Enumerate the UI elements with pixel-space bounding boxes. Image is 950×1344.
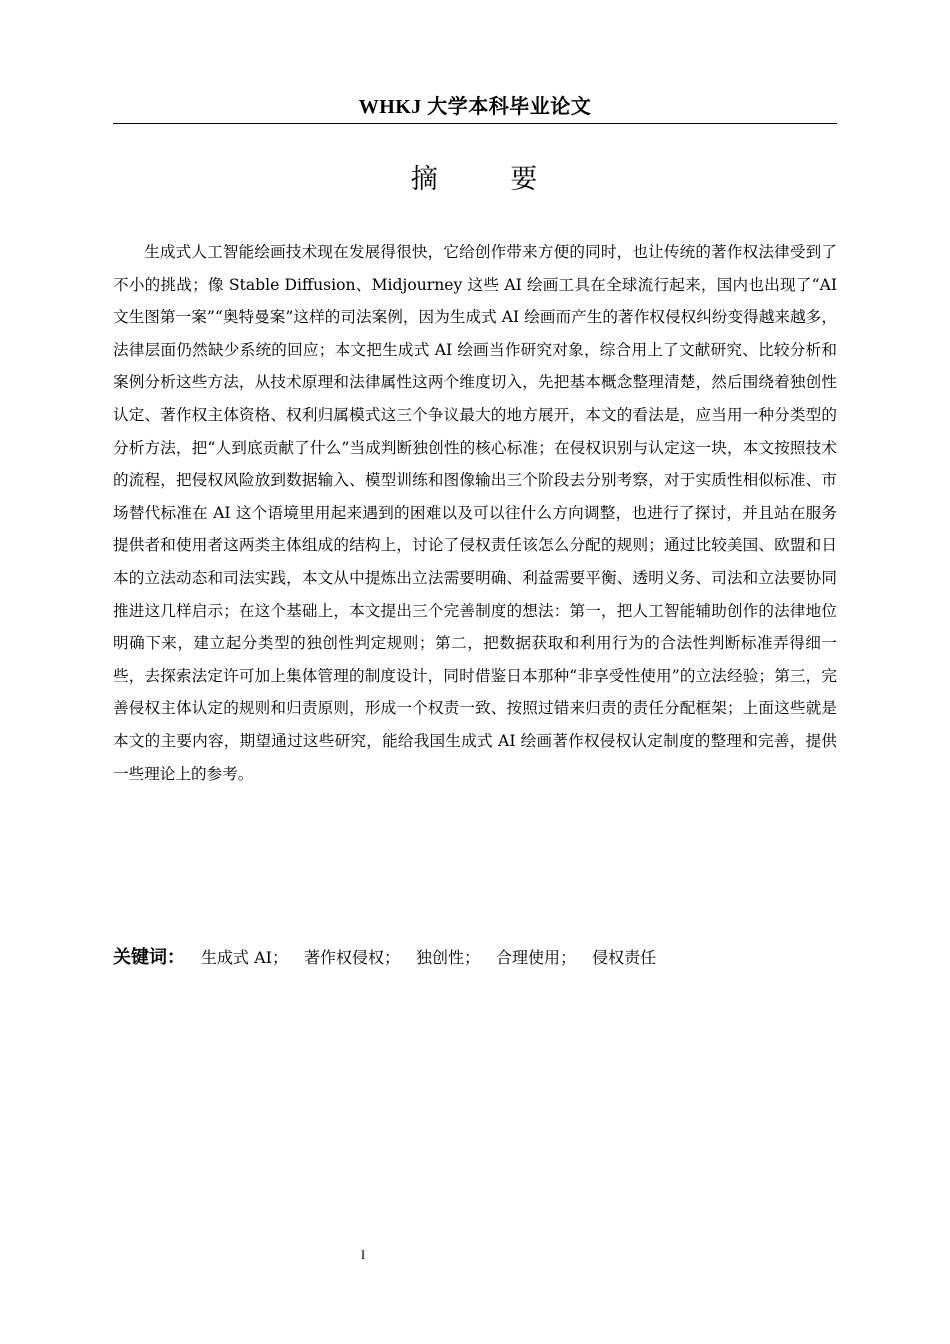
page-header: WHKJ 大学本科毕业论文 [358,96,592,118]
keywords-line [113,943,837,973]
keywords-label: 关键词： [113,947,185,968]
keyword-item: 著作权侵权 [303,948,384,967]
header-divider [113,123,837,124]
keyword-item: 独创性 [416,948,465,967]
keyword-separator: ； [464,948,481,967]
abstract-title: 摘 要 [410,164,540,195]
keyword-item: 合理使用 [496,948,561,967]
keyword-separator: ； [384,948,401,967]
abstract-body: 生成式人工智能绘画技术现在发展得很快，它给创作带来方便的同时，也让传统的著作权法律受到了不小的挑战；像 Stable Diffusion、Midjourney 这些 AI 绘画工具在全球流行起来，国内也出现了“AI 文生图第一案”“奥特曼案”这样的司法案例，因为生成式 AI 绘画而产生的著作权侵权纠纷变得越来越多，法律层面仍然缺少系统的回应；本文把生成式 AI 绘画当作研究对象，综合用上了文献研究、比较分析和案例分析这些方法，从技术原理和法律属性这两个维度切入，先把基本概念整理清楚，然后围绕着独创性认定、著作权主体资格、权利归属模式这三个争议最大的地方展开，本文的看法是，应当用一种分类型的分析方法，把“人到底贡献了什么”当成判断独创性的核心标准；在侵权识别与认定这一块，本文按照技术的流程，把侵权风险放到数据输入、模型训练和图像输出三个阶段去分别考察，对于实质性相似标准、市场替代标准在 AI 这个语境里用起来遇到的困难以及可以往什么方向调整，也进行了探讨，并且站在服务提供者和使用者这两类主体组成的结构上，讨论了侵权责任该怎么分配的规则；通过比较美国、欧盟和日本的立法动态和司法实践，本文从中提炼出立法需要明确、利益需要平衡、透明义务、司法和立法要协同推进这几样启示；在这个基础上，本文提出三个完善制度的想法：第一，把人工智能辅助创作的法律地位明确下来，建立起分类型的独创性判定规则；第二，把数据获取和利用行为的合法性判断标准弄得细一些，去探索法定许可加上集体管理的制度设计，同时借鉴日本那种“非享受性使用”的立法经验；第三，完善侵权主体认定的规则和归责原则，形成一个权责一致、按照过错来归责的责任分配框架；上面这些就是本文的主要内容，期望通过这些研究，能给我国生成式 AI 绘画著作权侵权认定制度的整理和完善，提供一些理论上的参考。 [113,243,837,783]
keyword-item: 生成式 AI [201,948,272,967]
page-number: I [360,1247,366,1262]
keyword-separator: ； [271,948,288,967]
keyword-item: 侵权责任 [592,948,657,967]
keyword-separator: ； [560,948,577,967]
keywords-list [201,948,656,967]
